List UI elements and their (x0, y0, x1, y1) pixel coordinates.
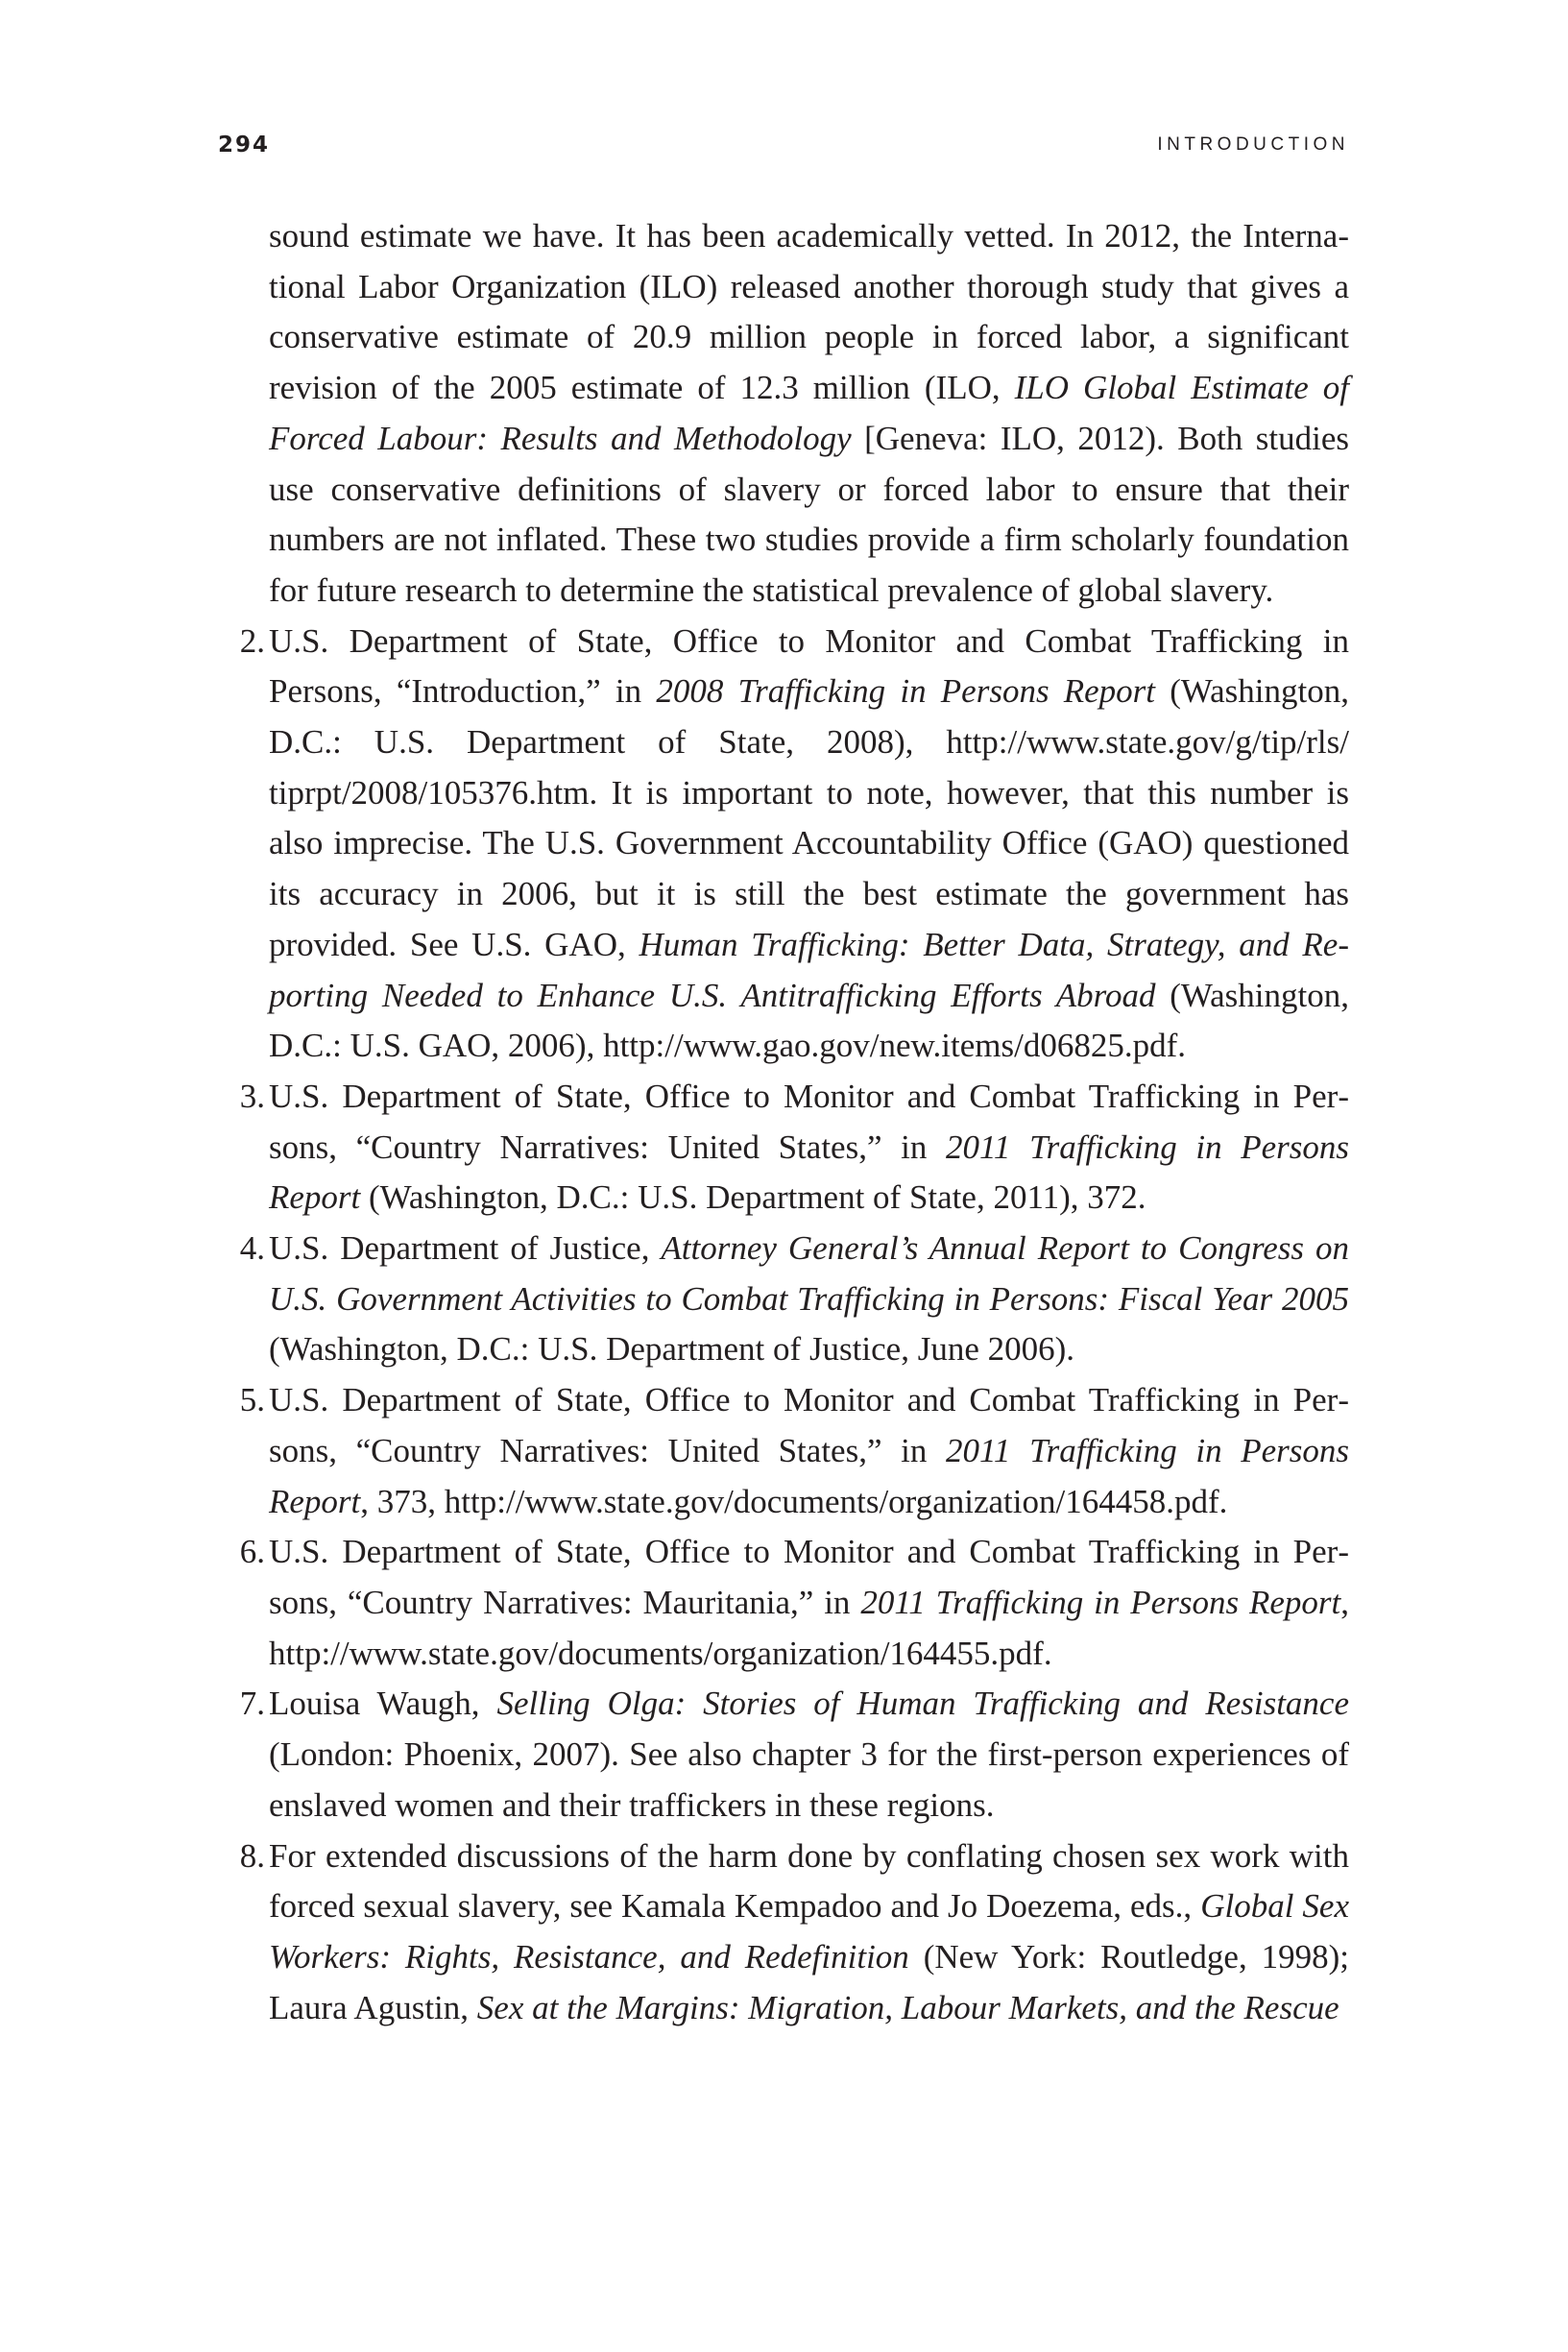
text-run: , 373, http://www.state.gov/documents/organization/164458.pdf. (360, 1482, 1228, 1520)
note-number: 2. (239, 621, 265, 660)
note-number: 3. (239, 1077, 265, 1115)
text-run: U.S. Department of State, Office to Monitor and Combat Trafficking in Persons, “Country Narratives: Mauritania,” in (269, 1533, 1349, 1621)
endnotes-block (239, 211, 1349, 2033)
text-run: (Washington, D.C.: U.S. GAO, 2006), http://www.gao.gov/new.items/d06825.pdf. (269, 976, 1349, 1065)
text-run: For extended discussions of the harm done by conflating chosen sex work with forced sexual slavery, see Kamala Kempadoo and Jo Doezema, eds., (269, 1836, 1349, 1926)
endnote-5 (239, 1375, 1349, 1527)
note-number: 6. (239, 1533, 265, 1571)
text-run: Louisa Waugh, (269, 1685, 497, 1723)
text-run-italic: 2008 Trafficking in Persons Report (656, 672, 1156, 711)
endnote-7 (239, 1679, 1349, 1831)
text-run: (London: Phoenix, 2007). See also chapter 3 for the first-person experiences of enslaved women and their traffickers in these regions. (269, 1735, 1349, 1824)
page-number: 294 (218, 133, 271, 158)
text-run: (Washington, D.C.: U.S. Department of State, 2008), http://www.state.gov/g/tip/rls/ tiprpt/2008/105376.htm. It is important to note, however, that this number is also imprecise. The U.S. Government Accountability Office (GAO) questioned its accuracy in 2006, but it is still the best estimate the government has provided. See U.S. GAO, (269, 672, 1349, 963)
text-run: U.S. Department of Justice, (269, 1229, 662, 1268)
note-number: 4. (239, 1229, 265, 1268)
text-run-italic: ILO Global Estimate of Forced Labour: Results and Methodology (269, 369, 1349, 457)
text-run-italic: 2011 Trafficking in Persons Report (860, 1583, 1341, 1621)
running-head-section: INTRODUCTION (1157, 134, 1349, 155)
text-run: (Washington, D.C.: U.S. Department of State, 2011), 372. (360, 1178, 1146, 1217)
note-number: 7. (239, 1685, 265, 1723)
text-run: U.S. Department of State, Office to Monitor and Combat Trafficking in Persons, “Country Narratives: United States,” in (269, 1381, 1349, 1469)
text-run-italic: Global Sex Workers: Rights, Resistance, and Redefinition (269, 1887, 1349, 1976)
note-number: 8. (239, 1836, 265, 1875)
endnote-4 (239, 1224, 1349, 1375)
endnote-6 (239, 1527, 1349, 1679)
note-number: 5. (239, 1381, 265, 1419)
text-run: (New York: Routledge, 1998); Laura Agustin, (269, 1937, 1349, 2026)
running-head (218, 131, 1349, 159)
endnote-list (239, 617, 1349, 2034)
text-run-italic: Sex at the Margins: Migration, Labour Markets, and the Rescue (476, 1988, 1339, 2026)
text-run: U.S. Department of State, Office to Monitor and Combat Trafficking in Persons, “Country Narratives: United States,” in (269, 1077, 1349, 1166)
text-run-italic: 2011 Trafficking in Persons Report (269, 1431, 1349, 1520)
endnote-2 (239, 617, 1349, 1072)
endnote-8 (239, 1831, 1349, 2034)
text-run: (Washington, D.C.: U.S. Department of Justice, June 2006). (269, 1330, 1075, 1369)
endnote-3 (239, 1072, 1349, 1224)
text-run-italic: Human Trafficking: Better Data, Strategy, and Reporting Needed to Enhance U.S. Antitrafficking Efforts Abroad (269, 925, 1349, 1014)
text-run: [Geneva: ILO, 2012). Both studies use conservative definitions of slavery or forced labor to ensure that their numbers are not inflated. These two studies provide a firm scholarly foundation for future research to determine the statistical prevalence of global slavery. (269, 419, 1349, 609)
text-run: , http://www.state.gov/documents/organization/164455.pdf. (269, 1583, 1349, 1672)
text-run: U.S. Department of State, Office to Monitor and Combat Trafficking in Persons, “Introduction,” in (269, 621, 1349, 711)
note-1-continuation (269, 211, 1349, 617)
text-run: sound estimate we have. It has been academically vetted. In 2012, the International Labor Organization (ILO) released another thorough study that gives a conservative estimate of 20.9 million people in forced labor, a significant revision of the 2005 estimate of 12.3 million (ILO, (269, 217, 1349, 407)
text-run-italic: 2011 Trafficking in Persons Report (269, 1128, 1349, 1217)
text-run-italic: Attorney General’s Annual Report to Congress on U.S. Government Activities to Combat Trafficking in Persons: Fiscal Year 2005 (269, 1229, 1349, 1318)
text-run-italic: Selling Olga: Stories of Human Trafficking and Resistance (496, 1685, 1349, 1723)
